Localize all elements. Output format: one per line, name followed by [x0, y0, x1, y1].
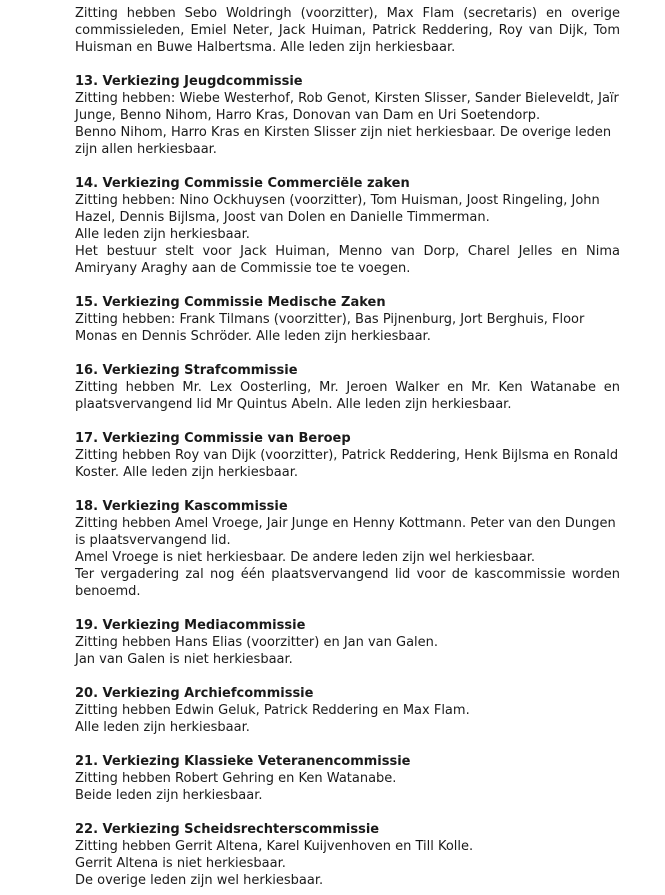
section-verkiezing-16: [75, 352, 620, 413]
paragraph: Ter vergadering zal nog één plaatsvervangend lid voor de kascommissie worden benoemd.: [75, 567, 620, 599]
paragraph: Benno Nihom, Harro Kras en Kirsten Slisser zijn niet herkiesbaar. De overige leden zijn allen herkiesbaar.: [75, 125, 612, 157]
section-verkiezing-13: [75, 63, 620, 158]
section-heading: 14. Verkiezing Commissie Commerciële zaken: [75, 176, 410, 191]
paragraph: Zitting hebben Roy van Dijk (voorzitter), Patrick Reddering, Henk Bijlsma en Ronald Koster. Alle leden zijn herkiesbaar.: [75, 448, 619, 480]
section-heading: 18. Verkiezing Kascommissie: [75, 499, 288, 514]
paragraph: Zitting hebben Robert Gehring en Ken Watanabe.: [75, 771, 397, 786]
paragraph: Zitting hebben Amel Vroege, Jair Junge en Henny Kottmann. Peter van den Dungen is plaatsvervangend lid.: [75, 516, 616, 548]
paragraph: Het bestuur stelt voor Jack Huiman, Menno van Dorp, Charel Jelles en Nima Amiryany Araghy aan de Commissie toe te voegen.: [75, 244, 620, 276]
paragraph: Beide leden zijn herkiesbaar.: [75, 788, 263, 803]
paragraph: Zitting hebben Edwin Geluk, Patrick Reddering en Max Flam.: [75, 703, 470, 718]
section-verkiezing-21: [75, 743, 620, 804]
section-heading: 19. Verkiezing Mediacommissie: [75, 618, 306, 633]
paragraph: Zitting hebben Gerrit Altena, Karel Kuijvenhoven en Till Kolle.: [75, 839, 474, 854]
section-heading: 13. Verkiezing Jeugdcommissie: [75, 74, 303, 89]
section-heading: 22. Verkiezing Scheidsrechterscommissie: [75, 822, 380, 837]
paragraph: Zitting hebben Hans Elias (voorzitter) en Jan van Galen.: [75, 635, 439, 650]
section-verkiezing-20: [75, 675, 620, 736]
section-verkiezing-14: [75, 165, 620, 277]
paragraph: Alle leden zijn herkiesbaar.: [75, 227, 250, 242]
paragraph: Zitting hebben: Frank Tilmans (voorzitter), Bas Pijnenburg, Jort Berghuis, Floor Monas en Dennis Schröder. Alle leden zijn herkiesbaar.: [75, 312, 585, 344]
section-heading: 17. Verkiezing Commissie van Beroep: [75, 431, 351, 446]
section-verkiezing-15: [75, 284, 620, 345]
paragraph: Gerrit Altena is niet herkiesbaar.: [75, 856, 286, 871]
paragraph: Zitting hebben Mr. Lex Oosterling, Mr. Jeroen Walker en Mr. Ken Watanabe en plaatsvervangend lid Mr Quintus Abeln. Alle leden zijn herkiesbaar.: [75, 380, 620, 412]
section-verkiezing-22: [75, 811, 620, 889]
intro-paragraph: Zitting hebben Sebo Woldringh (voorzitter), Max Flam (secretaris) en overige commissieleden, Emiel Neter, Jack Huiman, Patrick Reddering, Roy van Dijk, Tom Huisman en Buwe Halbertsma. Alle leden zijn herkiesbaar.: [75, 6, 620, 55]
section-verkiezing-17: [75, 420, 620, 481]
paragraph: Zitting hebben: Wiebe Westerhof, Rob Genot, Kirsten Slisser, Sander Bieleveldt, Jaïr Junge, Benno Nihom, Harro Kras, Donovan van Dam en Uri Soetendorp.: [75, 91, 619, 123]
section-heading: 20. Verkiezing Archiefcommissie: [75, 686, 314, 701]
section-heading: 15. Verkiezing Commissie Medische Zaken: [75, 295, 386, 310]
paragraph: Alle leden zijn herkiesbaar.: [75, 720, 250, 735]
section-verkiezing-19: [75, 607, 620, 668]
section-heading: 21. Verkiezing Klassieke Veteranencommissie: [75, 754, 411, 769]
section-verkiezing-18: [75, 488, 620, 600]
paragraph: Jan van Galen is niet herkiesbaar.: [75, 652, 293, 667]
paragraph: Amel Vroege is niet herkiesbaar. De andere leden zijn wel herkiesbaar.: [75, 550, 536, 565]
paragraph: Zitting hebben: Nino Ockhuysen (voorzitter), Tom Huisman, Joost Ringeling, John Hazel, Dennis Bijlsma, Joost van Dolen en Danielle Timmerman.: [75, 193, 600, 225]
section-heading: 16. Verkiezing Strafcommissie: [75, 363, 298, 378]
paragraph: De overige leden zijn wel herkiesbaar.: [75, 873, 324, 888]
